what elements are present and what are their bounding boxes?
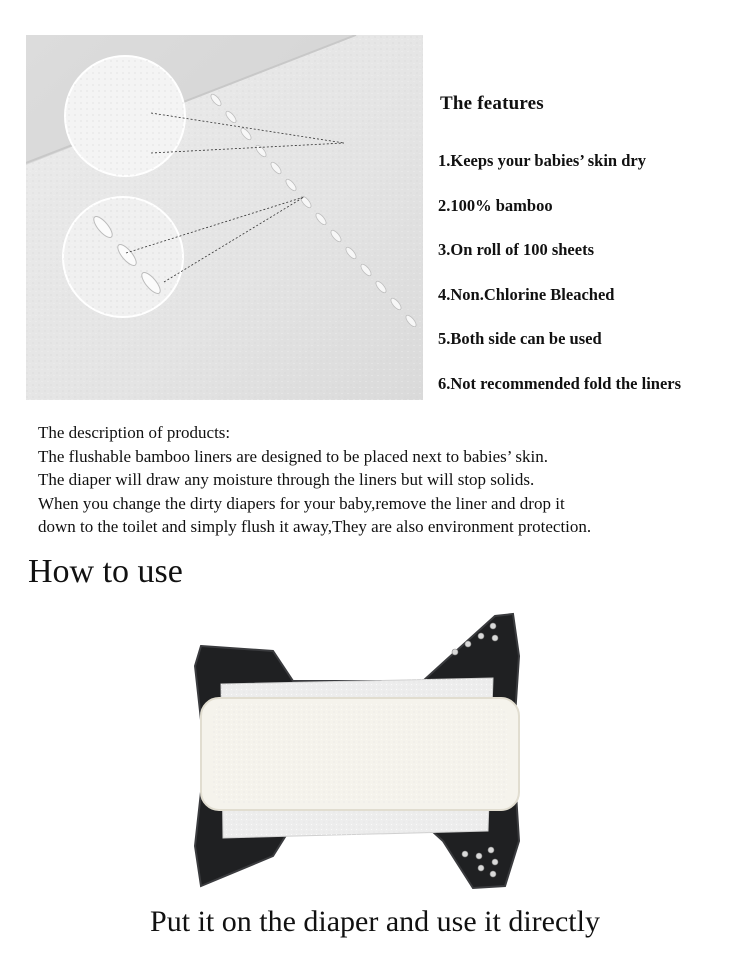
feature-item: 2.100% bamboo bbox=[438, 196, 553, 215]
feature-item: 1.Keeps your babies’ skin dry bbox=[438, 151, 646, 170]
feature-item: 5.Both side can be used bbox=[438, 329, 602, 348]
description-line: down to the toilet and simply flush it away,They are also environment protection. bbox=[38, 517, 592, 536]
description-line: When you change the dirty diapers for your baby,remove the liner and drop it bbox=[38, 493, 565, 513]
how-to-use-heading: How to use bbox=[28, 553, 183, 590]
product-description bbox=[38, 421, 743, 539]
features-title: The features bbox=[440, 93, 544, 114]
liner-roll-photo bbox=[26, 35, 423, 400]
description-line: The flushable bamboo liners are designed to be placed next to babies’ skin. bbox=[38, 446, 548, 466]
diaper-with-liner-photo bbox=[183, 606, 553, 896]
feature-item: 3.On roll of 100 sheets bbox=[438, 240, 594, 259]
feature-item: 6.Not recommended fold the liners bbox=[438, 374, 682, 393]
description-line: The description of products: bbox=[38, 423, 231, 442]
how-to-use-caption: Put it on the diaper and use it directly bbox=[150, 905, 600, 938]
feature-item: 4.Non.Chlorine Bleached bbox=[438, 285, 615, 304]
description-line: The diaper will draw any moisture through the liners but will stop solids. bbox=[38, 470, 535, 489]
